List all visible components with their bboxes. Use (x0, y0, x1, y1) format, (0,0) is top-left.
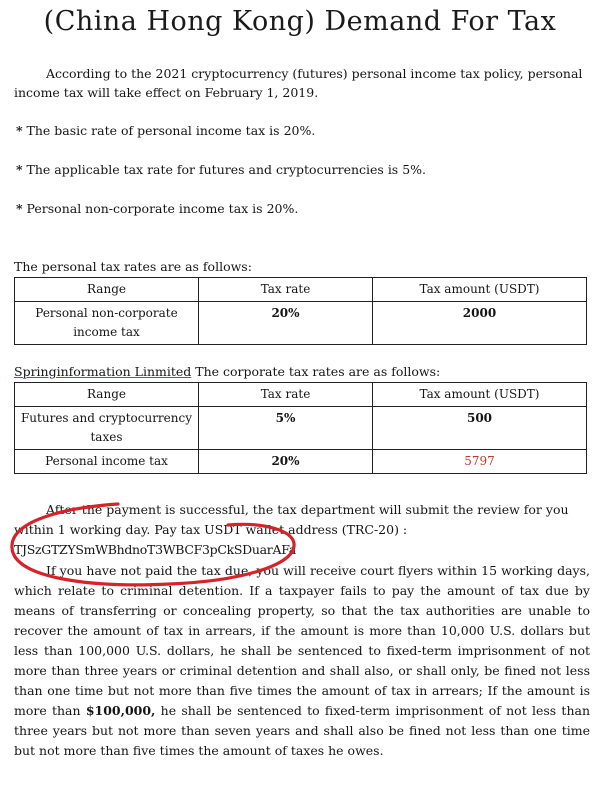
cell-tax-rate: 5% (199, 407, 373, 450)
warning-paragraph: If you have not paid the tax due, you will receive court flyers within 15 working days, which relate to criminal detention. If a taxpayer fails to pay the amount of tax due by means of transferring or concealing property, so that the tax authorities are unable to recover the amount of tax in arrears, if the amount is more than 10,000 U.S. dollars but less than 100,000 U.S. dollars, he shall be sentenced to fixed-term imprisonment of not more than three years or criminal detention and shall also, or shall only, be fined not less than one time but not more than five times the amount of tax in arrears; If the amount is more than $100,000, he shall be sentenced to fixed-term imprisonment of not less than three years but not more than seven years and shall also be fined not less than one time but not more than five times the amount of taxes he owes. (14, 563, 591, 758)
table-row (15, 407, 587, 450)
bullet-basic-rate: * The basic rate of personal income tax is 20%. (16, 123, 316, 138)
header-range: Range (15, 278, 199, 302)
corporate-tax-table (14, 382, 587, 474)
bullet-star-icon: * (16, 162, 23, 177)
cell-range: Personal income tax (15, 450, 199, 474)
intro-paragraph: According to the 2021 cryptocurrency (futures) personal income tax policy, personal income tax will take effect on February 1, 2019. (14, 66, 583, 100)
corporate-table-heading: Springinformation Linmited The corporate tax rates are as follows: (14, 364, 441, 379)
header-tax-rate: Tax rate (199, 278, 373, 302)
table-header-row (15, 383, 587, 407)
cell-tax-rate: 20% (199, 450, 373, 474)
cell-tax-amount-highlight: 5797 (373, 450, 587, 474)
header-tax-rate: Tax rate (199, 383, 373, 407)
cell-tax-amount: 2000 (373, 302, 587, 345)
personal-tax-table (14, 277, 587, 345)
cell-tax-amount: 500 (373, 407, 587, 450)
header-range: Range (15, 383, 199, 407)
page-title: (China Hong Kong) Demand For Tax (43, 6, 557, 37)
table-row (15, 450, 587, 474)
cell-tax-rate: 20% (199, 302, 373, 345)
bold-amount: $100,000, (85, 703, 156, 718)
table-row (15, 302, 587, 345)
header-tax-amount: Tax amount (USDT) (373, 278, 587, 302)
header-tax-amount: Tax amount (USDT) (373, 383, 587, 407)
company-name: Springinformation Linmited (14, 364, 192, 379)
cell-range: Futures and cryptocurrency taxes (15, 407, 199, 450)
bullet-star-icon: * (16, 123, 23, 138)
table-header-row (15, 278, 587, 302)
payment-paragraph (14, 500, 590, 560)
bullet-futures-rate: * The applicable tax rate for futures and cryptocurrencies is 5%. (16, 162, 427, 177)
payment-text: After the payment is successful, the tax department will submit the review for you within 1 working day. Pay tax USDT wallet address (TRC-20) : (14, 502, 569, 537)
bullet-non-corporate-rate: * Personal non-corporate income tax is 20%. (16, 201, 299, 216)
bullet-star-icon: * (16, 201, 23, 216)
wallet-address: TJSzGTZYSmWBhdnoT3WBCF3pCkSDuarAFa (14, 542, 296, 557)
cell-range: Personal non-corporate income tax (15, 302, 199, 345)
personal-table-heading: The personal tax rates are as follows: (14, 259, 252, 274)
